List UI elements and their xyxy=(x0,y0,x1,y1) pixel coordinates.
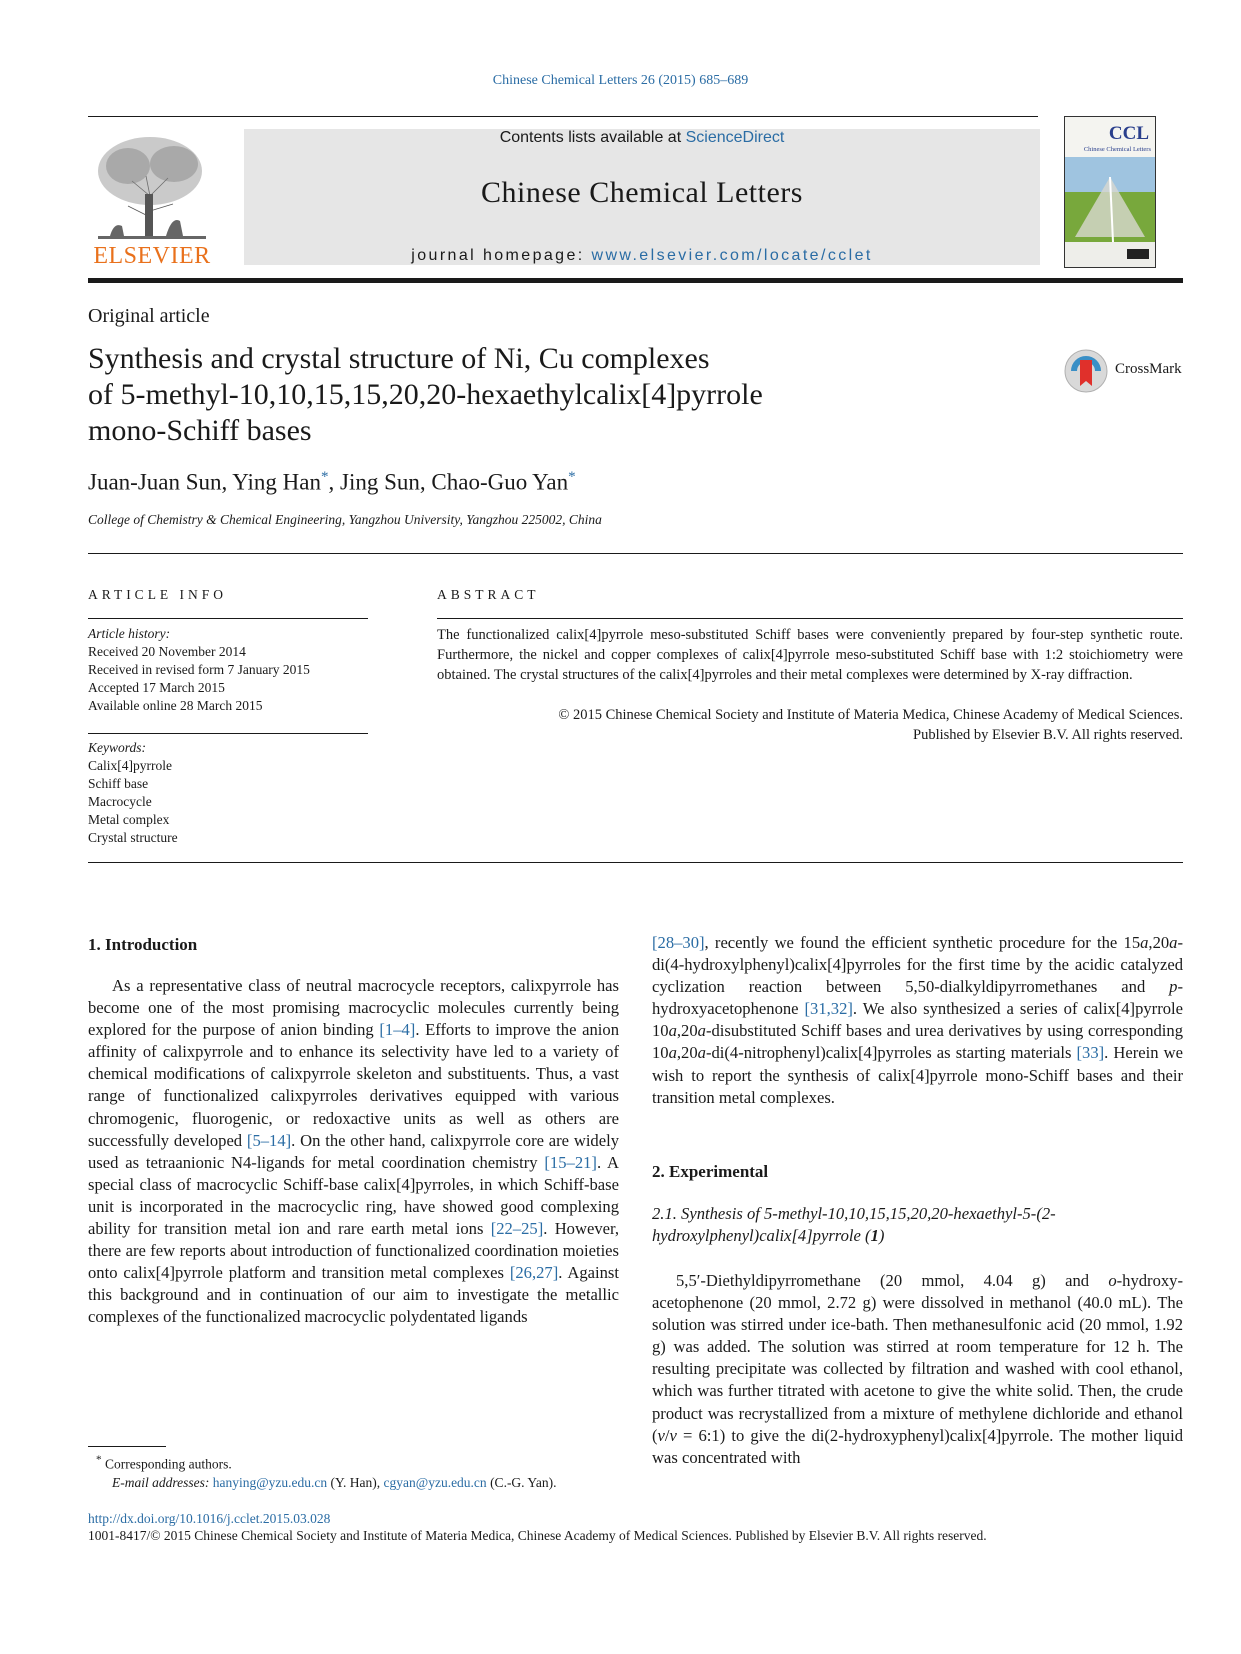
italic-symbol: v xyxy=(657,1425,665,1445)
corresponding-mark[interactable]: * xyxy=(568,469,576,485)
text-run: . We also synthesized a series of calix[4]pyrrole 10 xyxy=(652,999,1183,1041)
copyright-line-1: © 2015 Chinese Chemical Society and Institute of Materia Medica, Chinese Academy of Medical Sciences. xyxy=(558,707,1183,723)
divider-rule xyxy=(88,862,1183,863)
citation-link[interactable]: [28–30] xyxy=(652,933,705,952)
citation-link[interactable]: [22–25] xyxy=(490,1219,544,1239)
italic-symbol: a xyxy=(1169,933,1178,952)
email-link[interactable]: cgyan@yzu.edu.cn xyxy=(383,1474,487,1490)
text-run: ,20 xyxy=(676,1043,698,1063)
elsevier-logo[interactable] xyxy=(88,126,216,268)
italic-symbol: a xyxy=(697,1021,706,1041)
elsevier-wordmark: ELSEVIER xyxy=(93,243,211,269)
article-history xyxy=(88,625,368,715)
abstract-heading: ABSTRACT xyxy=(437,587,540,602)
homepage-prefix: journal homepage: xyxy=(411,247,585,264)
info-rule xyxy=(88,618,368,619)
footnote-corresponding xyxy=(88,1451,619,1474)
text-run: . However, there are few reports about introduction of functionalized coordination moieties onto calix[4]pyrrole platform and transition metal complexes xyxy=(88,1219,619,1283)
top-rule xyxy=(88,116,1038,117)
email-owner: (C.-G. Yan). xyxy=(486,1474,557,1490)
crossmark-label: CrossMark xyxy=(1115,361,1182,377)
introduction-continued xyxy=(652,932,1183,1109)
subsection-title: 2.1. Synthesis of 5-methyl-10,10,15,15,20,20-hexaethyl-5-(2-hydroxylphenyl)calix[4]pyrrole ( xyxy=(652,1204,1056,1246)
section-heading-experimental: 2. Experimental xyxy=(652,1162,769,1181)
text-run: , recently we found the efficient synthetic procedure for the 15 xyxy=(704,933,1141,952)
compound-number: 1 xyxy=(870,1226,879,1246)
introduction-paragraph xyxy=(88,975,619,1329)
contents-line xyxy=(244,129,1040,147)
author-name[interactable]: Juan-Juan Sun xyxy=(88,469,222,495)
article-info-heading: ARTICLE INFO xyxy=(88,587,228,602)
text-run: . Herein we wish to report the synthesis of calix[4]pyrrole mono-Schiff bases and their transition metal complexes. xyxy=(652,1043,1183,1107)
journal-cover-image[interactable] xyxy=(1064,116,1156,268)
section-heading-introduction: 1. Introduction xyxy=(88,935,198,954)
crossmark-badge[interactable] xyxy=(1063,348,1183,394)
text-run: . On the other hand, calixpyrrole core are widely used as tetraanionic N4-ligands for metal coordination chemistry xyxy=(88,1130,619,1172)
text-run: ,20 xyxy=(1148,933,1170,952)
text-run: As a representative class of neutral macrocycle receptors, calixpyrrole has become one of the most promising macrocyclic molecules currently being explored for the purpose of anion binding xyxy=(88,976,619,1040)
history-item: Received 20 November 2014 xyxy=(88,644,246,659)
italic-symbol: v xyxy=(669,1425,677,1445)
keywords-label: Keywords: xyxy=(88,740,146,755)
keywords xyxy=(88,739,368,847)
text-run: -di(4-nitrophenyl)calix[4]pyrroles as starting materials xyxy=(705,1043,1077,1063)
issn-copyright: 1001-8417/© 2015 Chinese Chemical Society and Institute of Materia Medica, Chinese Academy of Medical Sciences. Published by Elsevier B.V. All rights reserved. xyxy=(88,1528,987,1543)
keyword-item: Calix[4]pyrrole xyxy=(88,758,172,773)
italic-symbol: o xyxy=(1108,1271,1117,1290)
citation-link[interactable]: [26,27] xyxy=(509,1263,559,1283)
italic-symbol: p xyxy=(1169,977,1178,997)
subsection-heading-2-1 xyxy=(652,1203,1183,1247)
homepage-line xyxy=(244,247,1040,265)
abstract-rule xyxy=(437,618,1183,619)
italic-symbol: a xyxy=(668,1043,677,1063)
text-run: . A special class of macrocyclic Schiff-base calix[4]pyrroles, in which Schiff-base unit is incorporated in the macrocyclic ring, have showed good complexing ability for transition metal ion and rare earth metal ions xyxy=(88,1152,619,1239)
history-label: Article history: xyxy=(88,626,171,641)
abstract-text: The functionalized calix[4]pyrrole meso-substituted Schiff bases were conveniently prepared by four-step synthetic route. Furthermore, the nickel and copper complexes of calix[4]pyrrole meso-substituted Schiff base with 1:2 stoichiometry were obtained. The crystal structures of the calix[4]pyrroles and their metal complexes were determined by X-ray diffraction. xyxy=(437,627,1183,683)
text-run: = 6:1) to give the di(2-hydroxyphenyl)calix[4]pyrrole. The mother liquid was concentrated with xyxy=(652,1425,1183,1467)
author-name[interactable]: Ying Han xyxy=(232,469,321,495)
history-item: Accepted 17 March 2015 xyxy=(88,680,225,695)
cover-logo: CCL xyxy=(1108,123,1149,144)
author-list: Juan-Juan Sun, Ying Han*, Jing Sun, Chao-Guo Yan* xyxy=(88,469,576,495)
subsection-close: ) xyxy=(878,1226,885,1246)
history-item: Received in revised form 7 January 2015 xyxy=(88,662,310,677)
keywords-rule xyxy=(88,733,368,734)
text-run: -hydroxy-acetophenone (20 mmol, 2.72 g) were dissolved in methanol (40.0 mL). The solution was stirred under ice-bath. Then methanesulfonic acid (20 mmol, 1.92 g) was added. The solution was stirred at room temperature for 12 h. The resulting precipitate was collected by filtration and washed with cool ethanol, which was further titrated with acetone to give the white solid. Then, the crude product was recrystallized from a mixture of methylene dichloride and ethanol ( xyxy=(652,1271,1183,1445)
article-title xyxy=(88,341,948,449)
citation-link[interactable]: [5–14] xyxy=(246,1130,292,1150)
italic-symbol: a xyxy=(697,1043,706,1063)
citation-link[interactable]: [1–4] xyxy=(379,1020,416,1040)
citation-link[interactable]: [33] xyxy=(1076,1043,1105,1063)
email-link[interactable]: hanying@yzu.edu.cn xyxy=(212,1474,328,1490)
sciencedirect-link[interactable]: ScienceDirect xyxy=(685,129,785,146)
abstract-copyright xyxy=(437,705,1183,745)
citation-link[interactable]: [31,32] xyxy=(804,999,853,1019)
footnote-mark: * xyxy=(96,1454,102,1466)
text-run: -di(4-hydroxylphenyl)calix[4]pyrroles for the first time by the acidic catalyzed cyclization reaction between 5,50-dialkyldipyrromethanes and xyxy=(652,933,1183,997)
text-run: / xyxy=(664,1425,670,1445)
text-run: . Efforts to improve the anion affinity of calixpyrrole and to enhance its selectivity have led to a variety of chemical modifications of calixpyrrole skeleton and substituents. Thus, a vast range of functionalized calixpyrroles derivatives equipped with various chromogenic, fluorogenic, or redoxactive units as well as others are successfully developed xyxy=(88,1020,619,1150)
experimental-paragraph xyxy=(652,1270,1183,1469)
crossmark-icon xyxy=(1063,348,1109,394)
footnote xyxy=(88,1451,619,1492)
keyword-item: Metal complex xyxy=(88,812,170,827)
italic-symbol: a xyxy=(1140,933,1149,952)
footnote-emails xyxy=(88,1474,619,1492)
homepage-link[interactable]: www.elsevier.com/locate/cclet xyxy=(591,247,873,264)
email-label: E-mail addresses: xyxy=(112,1474,210,1490)
keyword-item: Macrocycle xyxy=(88,794,152,809)
corresponding-label: Corresponding authors. xyxy=(105,1456,232,1472)
italic-symbol: a xyxy=(668,1021,677,1041)
corresponding-mark[interactable]: * xyxy=(321,469,329,485)
cover-subtitle: Chinese Chemical Letters xyxy=(1083,146,1151,153)
journal-title: Chinese Chemical Letters xyxy=(481,176,803,209)
email-owner: (Y. Han), xyxy=(327,1474,384,1490)
running-head[interactable]: Chinese Chemical Letters 26 (2015) 685–689 xyxy=(492,73,749,88)
citation-link[interactable]: [15–21] xyxy=(544,1152,597,1172)
divider-rule xyxy=(88,553,1183,554)
doi-link[interactable]: http://dx.doi.org/10.1016/j.cclet.2015.03.028 xyxy=(88,1511,331,1526)
history-item: Available online 28 March 2015 xyxy=(88,698,263,713)
text-run: . Against this background and in continuation of our aim to investigate the metallic complexes of the functionalized macrocyclic polydentated ligands xyxy=(88,1263,619,1327)
text-run: -disubstituted Schiff bases and urea derivatives by using corresponding 10 xyxy=(652,1021,1183,1063)
title-line: mono-Schiff bases xyxy=(88,414,312,447)
text-run: -hydroxyacetophenone xyxy=(652,977,1183,1019)
title-line: Synthesis and crystal structure of Ni, Cu complexes xyxy=(88,342,710,375)
text-run: 5,5′-Diethyldipyrromethane (20 mmol, 4.04 g) and xyxy=(676,1271,1109,1290)
title-line: of 5-methyl-10,10,15,15,20,20-hexaethylcalix[4]pyrrole xyxy=(88,378,763,411)
header-thick-rule xyxy=(88,278,1183,283)
keyword-item: Schiff base xyxy=(88,776,149,791)
author-name[interactable]: Chao-Guo Yan xyxy=(431,469,569,495)
contents-prefix: Contents lists available at xyxy=(499,129,682,146)
keyword-item: Crystal structure xyxy=(88,830,178,845)
copyright-line-2: Published by Elsevier B.V. All rights reserved. xyxy=(913,727,1183,743)
footnote-rule xyxy=(88,1446,166,1447)
affiliation: College of Chemistry & Chemical Engineering, Yangzhou University, Yangzhou 225002, China xyxy=(88,512,602,527)
text-run: ,20 xyxy=(676,1021,698,1041)
article-type: Original article xyxy=(88,305,210,327)
author-name[interactable]: Jing Sun xyxy=(340,469,420,495)
